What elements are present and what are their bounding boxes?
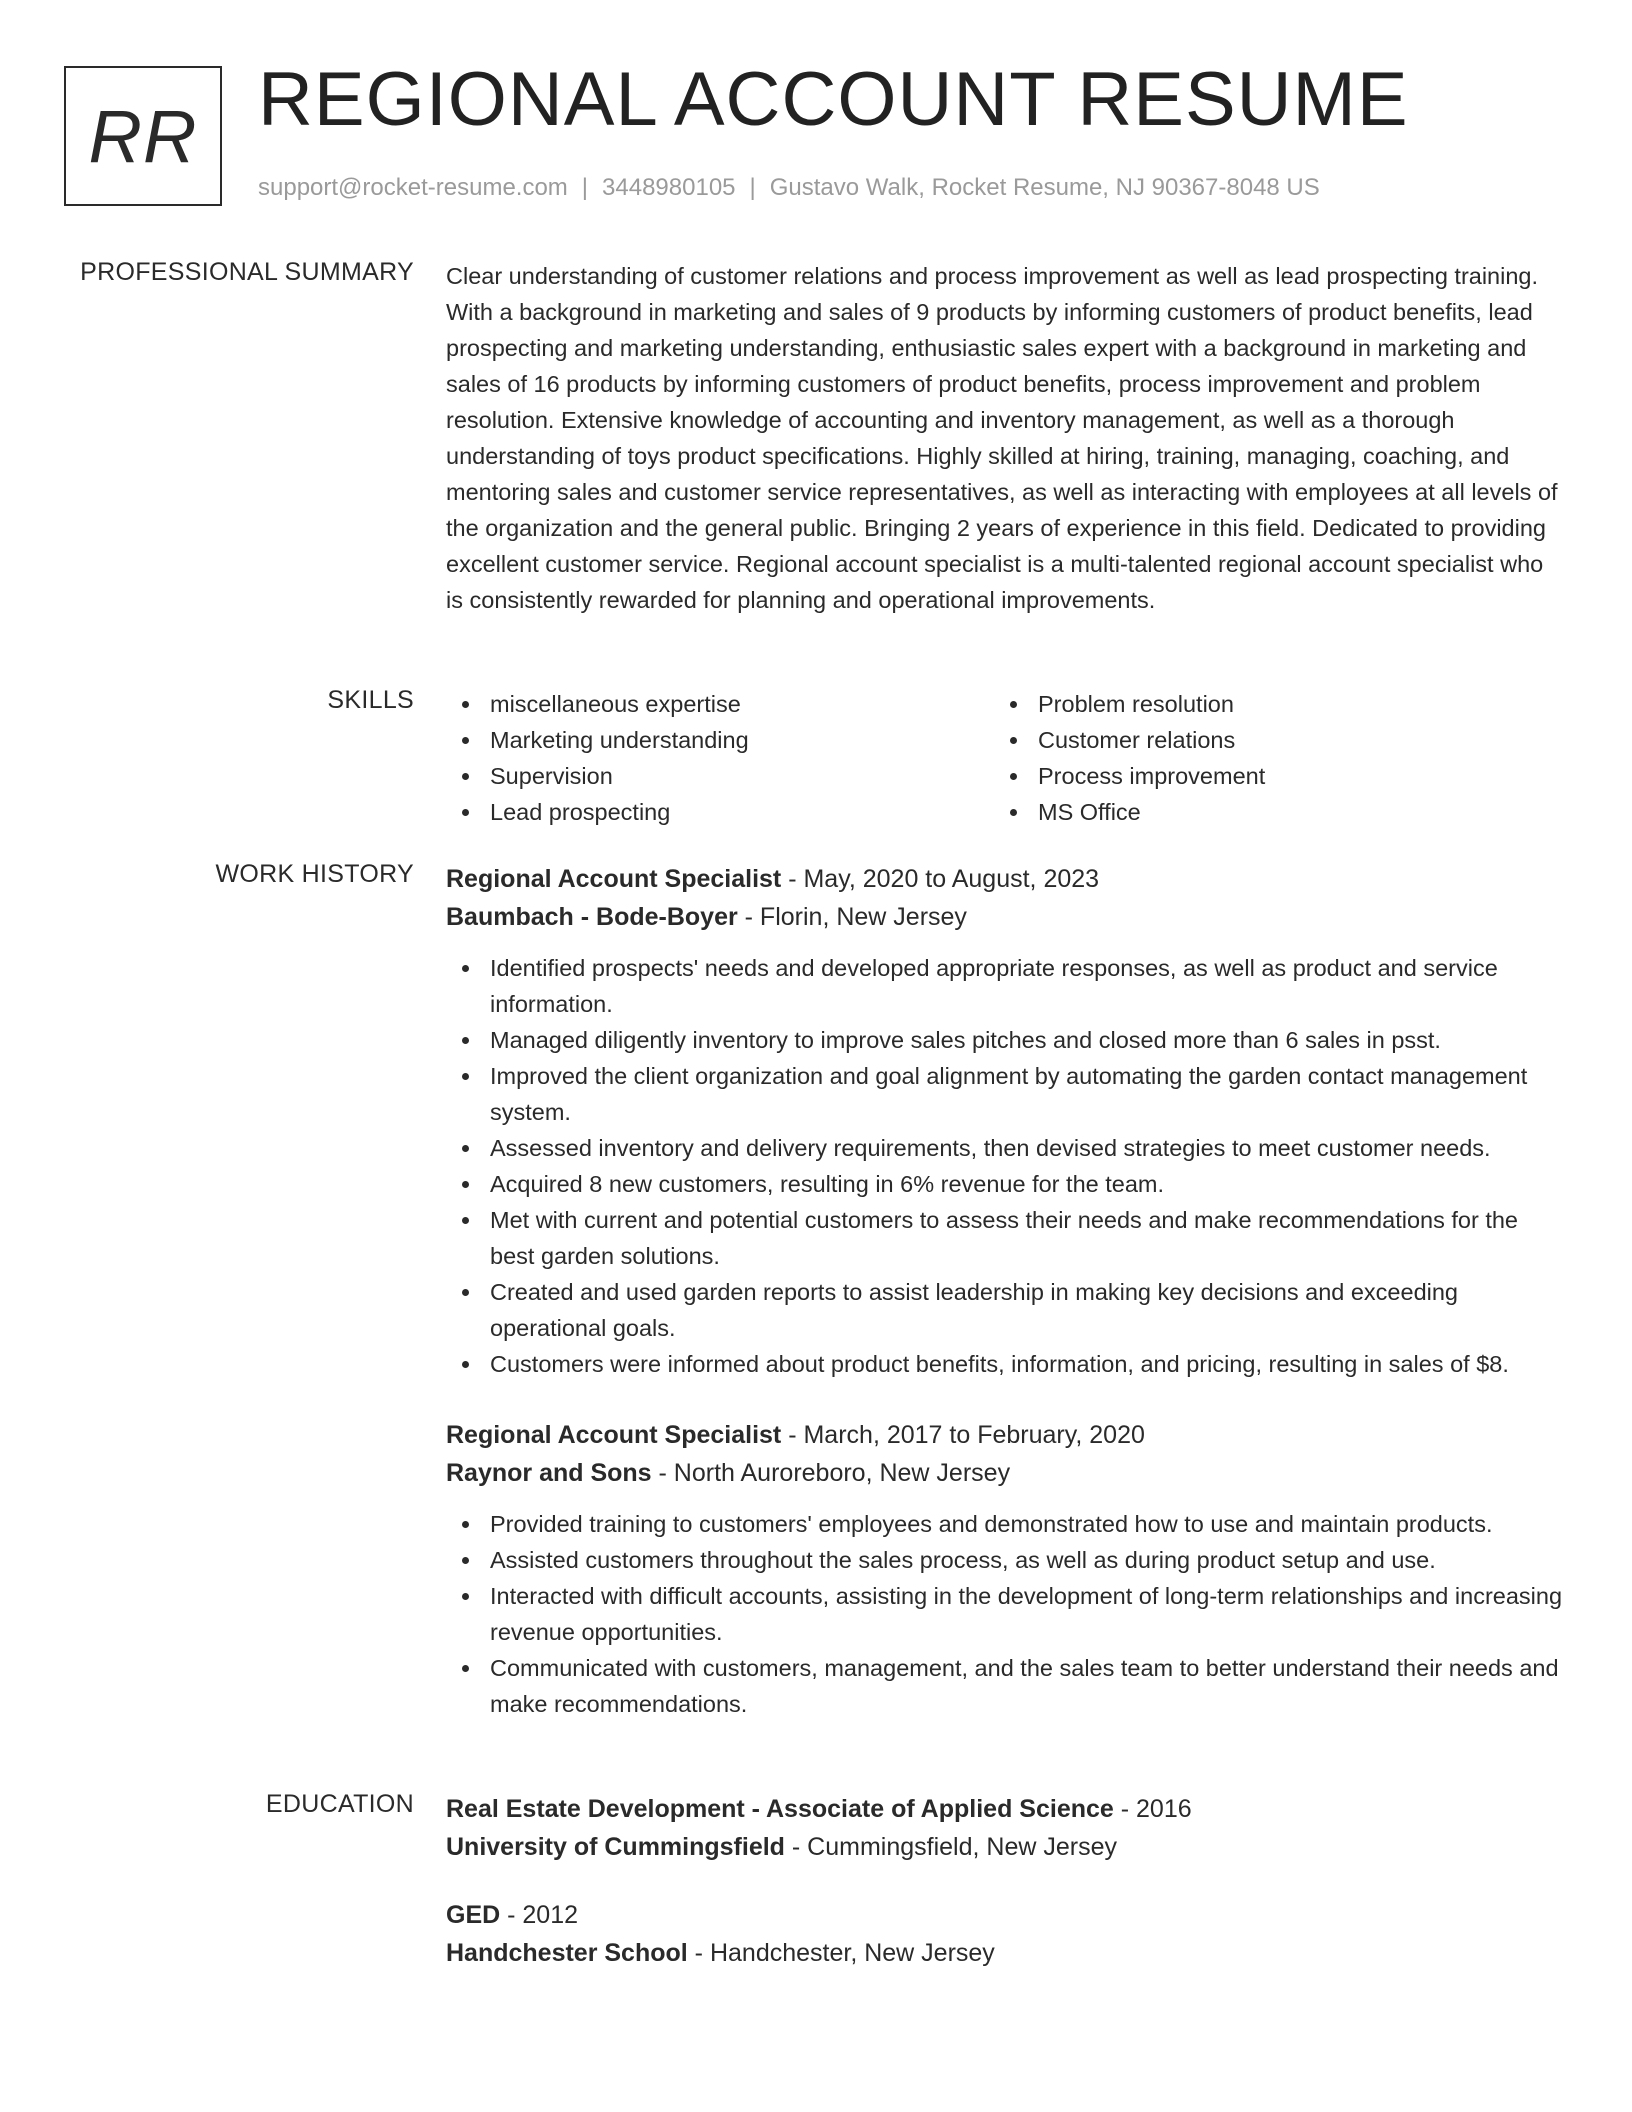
section-label-skills: SKILLS (327, 686, 414, 714)
education-entry (446, 1790, 1566, 1866)
job-bullet: Assisted customers throughout the sales process, as well as during product setup and use. (446, 1542, 1566, 1578)
job-bullet: Provided training to customers' employees and demonstrated how to use and maintain products. (446, 1506, 1566, 1542)
skill-item: Marketing understanding (446, 722, 994, 758)
skills-column-left (446, 686, 994, 830)
skill-item: Supervision (446, 758, 994, 794)
skill-item: Problem resolution (994, 686, 1542, 722)
skill-item: Process improvement (994, 758, 1542, 794)
contact-email: support@rocket-resume.com (258, 174, 568, 201)
section-label-summary: PROFESSIONAL SUMMARY (80, 258, 414, 286)
education-body (446, 1790, 1566, 1972)
contact-separator: | (749, 174, 756, 201)
resume-title: REGIONAL ACCOUNT RESUME (258, 57, 1409, 142)
skill-item: miscellaneous expertise (446, 686, 994, 722)
job-bullets (446, 1506, 1566, 1722)
job-entry (446, 1416, 1566, 1722)
job-dates: - May, 2020 to August, 2023 (781, 865, 1100, 893)
education-location: - Cummingsfield, New Jersey (784, 1833, 1117, 1861)
job-entry (446, 860, 1566, 1382)
education-degree-line (446, 1896, 1566, 1934)
summary-body (446, 258, 1566, 618)
job-bullet: Interacted with difficult accounts, assisting in the development of long-term relationships and increasing revenue opportunities. (446, 1578, 1566, 1650)
contact-separator: | (581, 174, 589, 201)
job-bullet: Created and used garden reports to assist leadership in making key decisions and exceeding operational goals. (446, 1274, 1566, 1346)
job-title: Regional Account Specialist (446, 1421, 782, 1449)
contact-phone: 3448980105 (602, 174, 736, 201)
education-location: - Handchester, New Jersey (687, 1939, 995, 1967)
education-school-line (446, 1934, 1566, 1972)
job-location: - Florin, New Jersey (737, 903, 967, 931)
section-label-education: EDUCATION (265, 1790, 414, 1818)
job-bullet: Managed diligently inventory to improve sales pitches and closed more than 6 sales in psst. (446, 1022, 1566, 1058)
job-bullet: Acquired 8 new customers, resulting in 6% revenue for the team. (446, 1166, 1566, 1202)
education-degree: GED (446, 1901, 501, 1929)
job-title-line (446, 1416, 1566, 1454)
education-school: University of Cummingsfield (446, 1833, 785, 1861)
job-company-line (446, 1454, 1566, 1492)
job-dates: - March, 2017 to February, 2020 (781, 1421, 1145, 1449)
job-bullet: Improved the client organization and goal alignment by automating the garden contact management system. (446, 1058, 1566, 1130)
contact-address: Gustavo Walk, Rocket Resume, NJ 90367-8048 US (769, 174, 1320, 201)
summary-text: Clear understanding of customer relations and process improvement as well as lead prospecting training. With a background in marketing and sales of 9 products by informing customers of product benefits, lead prospecting and marketing understanding, enthusiastic sales expert with a background in marketing and sales of 16 products by informing customers of product benefits, process improvement and problem resolution. Extensive knowledge of accounting and inventory management, as well as a thorough understanding of toys product specifications. Highly skilled at hiring, training, managing, coaching, and mentoring sales and customer service representatives, as well as interacting with employees at all levels of the organization and the general public. Bringing 2 years of experience in this field. Dedicated to providing excellent customer service. Regional account specialist is a multi-talented regional account specialist who is consistently rewarded for planning and operational improvements. (446, 263, 1558, 613)
skill-item: Customer relations (994, 722, 1542, 758)
section-label-work: WORK HISTORY (215, 860, 414, 888)
job-bullet: Assessed inventory and delivery requirements, then devised strategies to meet customer needs. (446, 1130, 1566, 1166)
job-location: - North Auroreboro, New Jersey (651, 1459, 1011, 1487)
job-company: Raynor and Sons (446, 1459, 652, 1487)
job-bullet: Customers were informed about product benefits, information, and pricing, resulting in sales of $8. (446, 1346, 1566, 1382)
education-year: - 2016 (1113, 1795, 1192, 1823)
skill-item: Lead prospecting (446, 794, 994, 830)
job-bullet: Met with current and potential customers to assess their needs and make recommendations for the best garden solutions. (446, 1202, 1566, 1274)
education-entry (446, 1896, 1566, 1972)
job-title: Regional Account Specialist (446, 865, 782, 893)
education-school: Handchester School (446, 1939, 688, 1967)
monogram-logo (64, 66, 222, 206)
job-company-line (446, 898, 1566, 936)
skill-item: MS Office (994, 794, 1542, 830)
work-history-body (446, 860, 1566, 1722)
education-year: - 2012 (500, 1901, 579, 1929)
skills-column-right (994, 686, 1542, 830)
monogram-initials: RR (88, 94, 198, 178)
education-degree: Real Estate Development - Associate of Applied Science (446, 1795, 1114, 1823)
skills-grid (446, 686, 1566, 830)
education-school-line (446, 1828, 1566, 1866)
job-bullet: Communicated with customers, management, and the sales team to better understand their needs and make recommendations. (446, 1650, 1566, 1722)
education-degree-line (446, 1790, 1566, 1828)
contact-line (258, 174, 1320, 202)
job-bullets (446, 950, 1566, 1382)
job-title-line (446, 860, 1566, 898)
job-company: Baumbach - Bode-Boyer (446, 903, 738, 931)
job-bullet: Identified prospects' needs and developed appropriate responses, as well as product and service information. (446, 950, 1566, 1022)
